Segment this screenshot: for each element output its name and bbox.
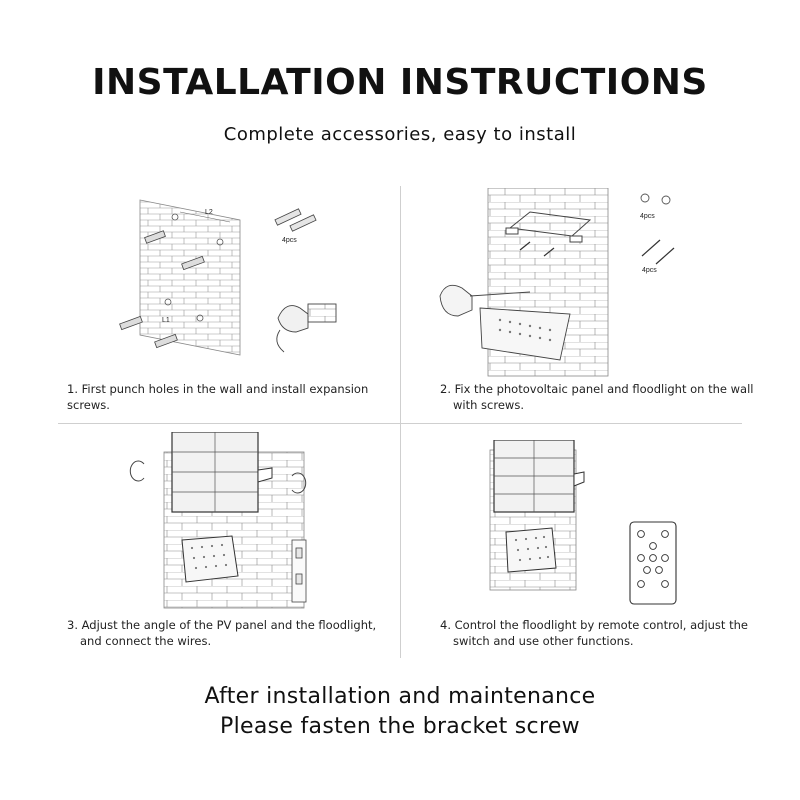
step-4-caption — [440, 617, 770, 649]
step-4-illustration — [480, 440, 710, 610]
step-2-caption — [440, 381, 770, 413]
footer-line-1: After installation and maintenance — [204, 684, 596, 709]
step-2-illustration — [430, 188, 690, 378]
page-subtitle: Complete accessories, easy to install — [223, 124, 577, 145]
step-3-caption-line-2: and connect the wires. — [80, 634, 212, 648]
washer-qty-label: 4pcs — [640, 213, 655, 220]
step-2-caption-line-1: 2. Fix the photovoltaic panel and floodlight on the wall — [440, 382, 754, 396]
step-1-caption: 1. First punch holes in the wall and install expansion screws. — [67, 382, 369, 412]
accessory-qty-label: 4pcs — [282, 237, 297, 244]
screw-qty-label: 4pcs — [642, 267, 657, 274]
step-2-caption-line-2: with screws. — [453, 398, 524, 412]
remote-control — [630, 522, 676, 604]
step-3-caption-line-1: 3. Adjust the angle of the PV panel and the floodlight, — [67, 618, 377, 632]
dimension-label-l1: L1 — [162, 317, 170, 324]
step-4-caption-line-2: switch and use other functions. — [453, 634, 634, 648]
grid-divider-vertical — [400, 186, 401, 658]
step-3-illustration — [122, 432, 342, 610]
step-1-illustration — [100, 190, 360, 370]
step-4-caption-line-1: 4. Control the floodlight by remote control, adjust the — [440, 618, 748, 632]
dimension-label-l2: L2 — [205, 209, 213, 216]
grid-divider-horizontal — [58, 423, 742, 424]
footer-line-2: Please fasten the bracket screw — [220, 714, 580, 739]
page-title: INSTALLATION INSTRUCTIONS — [92, 62, 708, 103]
step-3-caption — [67, 617, 397, 649]
